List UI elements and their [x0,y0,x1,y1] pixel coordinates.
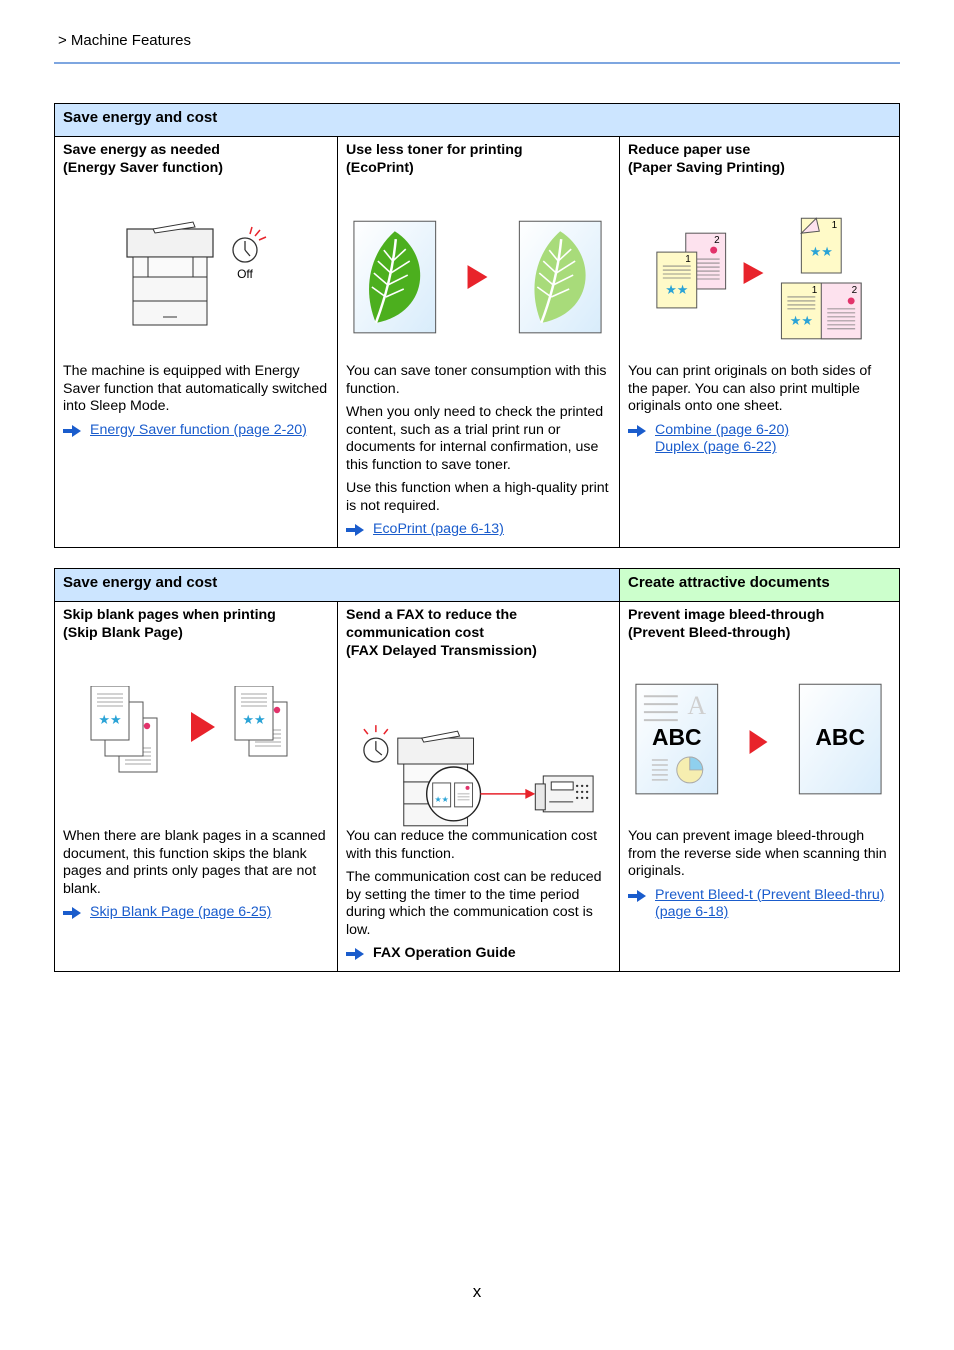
feature-title: Skip blank pages when printing (Skip Blank Page) [63,607,276,641]
header-rule [54,62,900,64]
feature-table-2 [54,568,900,972]
reference-arrow-icon [63,907,81,919]
feature-title: Send a FAX to reduce the communication cost (FAX Delayed Transmission) [346,607,537,659]
section-header: Save energy and cost [55,569,619,602]
description-paragraph: You can save toner consumption with this function. [346,363,607,397]
link-skip-blank[interactable]: Skip Blank Page (page 6-25) [90,904,272,920]
printer-sleep-illustration [55,219,337,359]
link-energy-saver[interactable]: Energy Saver function (page 2-20) [90,421,307,438]
star-icon: ★★ [98,713,122,728]
fax-delayed-illustration [338,698,619,838]
reference-link-row [63,422,331,440]
feature-title: Use less toner for printing (EcoPrint) [346,142,523,176]
description-paragraph: Use this function when a high-quality print is not required. [346,480,609,514]
feature-description [346,363,613,539]
sample-text-after: ABC [815,724,866,751]
svg-text:2: 2 [851,284,858,296]
star-icon: ★★ [242,713,266,728]
ecoprint-illustration [338,217,619,357]
page-number: x [472,1282,482,1301]
link-ecoprint[interactable]: EcoPrint (page 6-13) [373,521,504,537]
section-header: Save energy and cost [55,104,899,137]
feature-description [346,828,613,963]
feature-description [628,363,893,457]
description-paragraph: When there are blank pages in a scanned document, this function skips the blank pages and prints only pages that are not blank. [63,828,326,897]
arrow-right-icon [468,265,488,289]
breadcrumb[interactable]: > Machine Features [58,32,191,49]
feature-prevent-bleed [619,602,899,971]
fax-guide-reference: FAX Operation Guide [373,945,516,961]
section-header-green: Create attractive documents [619,569,899,602]
fax-machine-icon [535,776,593,812]
svg-text:1: 1 [685,254,691,266]
feature-description [628,828,893,922]
feature-title: Save energy as needed (Energy Saver function) [63,142,224,176]
reference-arrow-icon [346,524,364,536]
description-paragraph: You can print originals on both sides of the paper. You can also print multiple originals onto one sheet. [628,363,872,414]
star-icon: ★★ [434,794,449,804]
arrow-right-icon [191,712,215,742]
svg-text:2: 2 [714,235,720,247]
reference-link-row [628,887,893,922]
star-icon: ★★ [809,245,833,261]
reference-arrow-icon [63,425,81,437]
feature-energy-saver [55,137,337,547]
star-icon: ★★ [789,313,813,329]
svg-text:1: 1 [831,220,838,232]
bleed-letter: A [687,691,707,721]
reference-arrow-icon [628,890,646,902]
arrow-right-icon [744,262,764,284]
feature-fax-delayed [337,602,619,971]
reference-arrow-icon [346,948,364,960]
feature-title: Reduce paper use (Paper Saving Printing) [628,142,785,176]
feature-skip-blank [55,602,337,971]
paper-saving-illustration [620,213,899,353]
description-paragraph: The communication cost can be reduced by setting the timer to the time period during which the communication cost is low. [346,869,602,938]
feature-title: Prevent image bleed-through (Prevent Bleed-through) [628,607,825,641]
feature-table-1 [54,103,900,548]
link-combine[interactable]: Combine (page 6-20) [655,421,790,438]
description-paragraph: You can reduce the communication cost with this function. [346,828,598,862]
feature-description [63,828,331,922]
bleed-through-illustration [620,682,899,822]
feature-description [63,363,331,439]
svg-text:1: 1 [811,284,818,296]
reference-link-row [346,521,613,539]
description-paragraph: You can prevent image bleed-through from the reverse side when scanning thin originals. [628,828,887,879]
feature-paper-saving [619,137,899,547]
feature-ecoprint [337,137,619,547]
skip-blank-illustration [55,686,337,826]
off-label: Off [237,267,253,281]
description-paragraph: The machine is equipped with Energy Saver function that automatically switched into Sleep Mode. [63,363,328,414]
reference-link-row [63,904,331,922]
link-duplex[interactable]: Duplex (page 6-22) [655,439,777,455]
sample-text-before: ABC [651,724,702,751]
reference-arrow-icon [628,425,646,437]
reference-link-row [346,945,613,963]
arrow-right-icon [750,730,768,754]
description-paragraph: When you only need to check the printed content, such as a trial print run or documents for internal confirmation, use this function to save toner. [346,404,604,473]
link-prevent-bleed[interactable]: Prevent Bleed-t (Prevent Bleed-thru) (page 6-18) [655,886,885,920]
star-icon: ★★ [665,282,689,298]
reference-link-row [628,422,893,457]
